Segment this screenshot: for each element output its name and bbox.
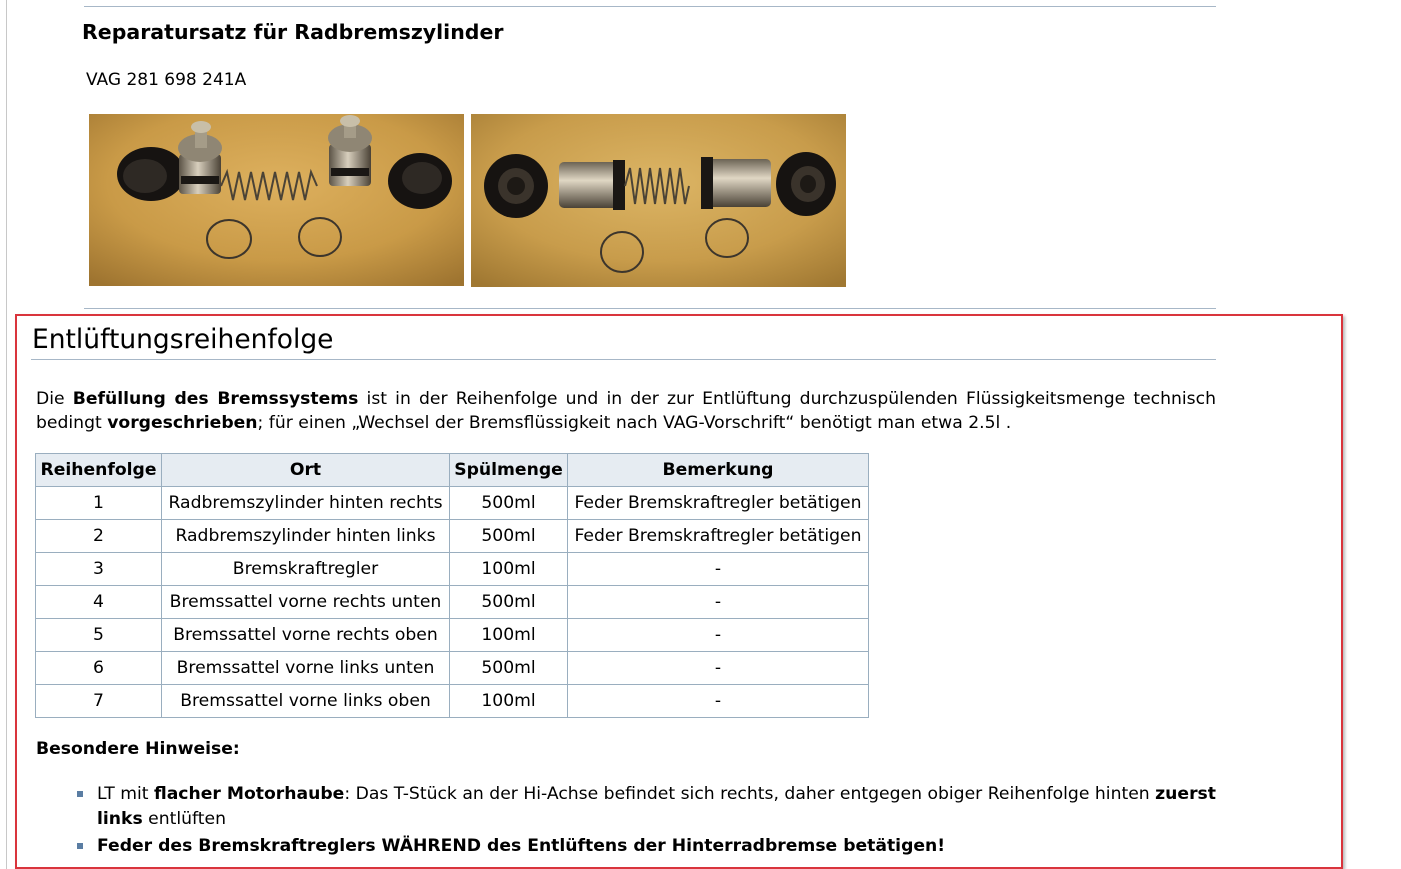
- cell-amount: 100ml: [450, 553, 568, 586]
- cell-order: 5: [36, 619, 162, 652]
- cell-amount: 100ml: [450, 685, 568, 718]
- cell-order: 2: [36, 520, 162, 553]
- table-row: [36, 586, 869, 619]
- repair-kit-heading: Reparatursatz für Radbremszylinder: [82, 20, 504, 44]
- cell-order: 4: [36, 586, 162, 619]
- table-row: [36, 487, 869, 520]
- section-divider-bottom: [84, 308, 1216, 309]
- cell-remark: Feder Bremskraftregler betätigen: [568, 487, 869, 520]
- cell-location: Bremssattel vorne rechts unten: [162, 586, 450, 619]
- cell-location: Radbremszylinder hinten links: [162, 520, 450, 553]
- note-text: [97, 836, 945, 856]
- section-divider-top: [84, 6, 1216, 7]
- text-run: ; für einen „Wechsel der Bremsflüssigkeit nach VAG-Vorschrift“ benötigt man etwa 2.5l .: [257, 413, 1012, 433]
- cell-location: Radbremszylinder hinten rechts: [162, 487, 450, 520]
- repair-kit-photo-2[interactable]: [471, 114, 846, 287]
- text-run: entlüften: [142, 808, 226, 829]
- table-row: [36, 520, 869, 553]
- table-row: [36, 553, 869, 586]
- cell-remark: -: [568, 652, 869, 685]
- square-bullet-icon: [77, 843, 83, 849]
- column-header-bemerkung: Bemerkung: [568, 454, 869, 487]
- special-notes-heading: Besondere Hinweise:: [36, 739, 240, 759]
- bleeding-sequence-heading: Entlüftungsreihenfolge: [32, 324, 334, 355]
- column-header-reihenfolge: Reihenfolge: [36, 454, 162, 487]
- special-notes-list: [77, 782, 1216, 862]
- bold-text-run: zuerst links: [97, 784, 1216, 829]
- cell-location: Bremskraftregler: [162, 553, 450, 586]
- table-row: [36, 685, 869, 718]
- bold-text-run: Feder des Bremskraftreglers WÄHREND des Entlüftens der Hinterradbremse betätigen!: [97, 836, 946, 856]
- bleeding-sequence-table: [35, 453, 869, 718]
- text-run: : Das T-Stück an der Hi-Achse befindet sich rechts, daher entgegen obiger Reihenfolge hinten: [344, 784, 1156, 804]
- cell-location: Bremssattel vorne links oben: [162, 685, 450, 718]
- cell-remark: Feder Bremskraftregler betätigen: [568, 520, 869, 553]
- table-row: [36, 652, 869, 685]
- cell-order: 6: [36, 652, 162, 685]
- cell-location: Bremssattel vorne rechts oben: [162, 619, 450, 652]
- cell-remark: -: [568, 553, 869, 586]
- list-item: [77, 782, 1216, 831]
- cell-order: 3: [36, 553, 162, 586]
- cell-amount: 500ml: [450, 520, 568, 553]
- cell-order: 1: [36, 487, 162, 520]
- cell-remark: -: [568, 619, 869, 652]
- square-bullet-icon: [77, 791, 83, 797]
- bold-text-run: Befüllung des Bremssystems: [72, 389, 359, 409]
- cell-remark: -: [568, 685, 869, 718]
- repair-kit-photo-1[interactable]: [89, 114, 464, 286]
- heading-underline: [31, 359, 1216, 360]
- text-run: Die: [36, 389, 73, 409]
- table-header-row: [36, 454, 869, 487]
- note-text: [97, 784, 1216, 829]
- cell-amount: 500ml: [450, 487, 568, 520]
- bold-text-run: flacher Motorhaube: [153, 784, 345, 804]
- cell-amount: 500ml: [450, 652, 568, 685]
- text-run: ist in der Reihenfolge und in der zur Entlüftung durchzuspülenden Flüssigkeitsmenge technisch bedingt: [36, 389, 1216, 433]
- bold-text-run: vorgeschrieben: [107, 413, 258, 433]
- cell-remark: -: [568, 586, 869, 619]
- cell-location: Bremssattel vorne links unten: [162, 652, 450, 685]
- cell-amount: 500ml: [450, 586, 568, 619]
- list-item: [77, 834, 1216, 859]
- cell-amount: 100ml: [450, 619, 568, 652]
- table-row: [36, 619, 869, 652]
- text-run: LT mit: [97, 784, 154, 804]
- intro-paragraph: [36, 387, 1216, 435]
- column-header-ort: Ort: [162, 454, 450, 487]
- column-header-spuelmenge: Spülmenge: [450, 454, 568, 487]
- cell-order: 7: [36, 685, 162, 718]
- page-left-border: [6, 0, 7, 869]
- part-number: VAG 281 698 241A: [86, 70, 247, 90]
